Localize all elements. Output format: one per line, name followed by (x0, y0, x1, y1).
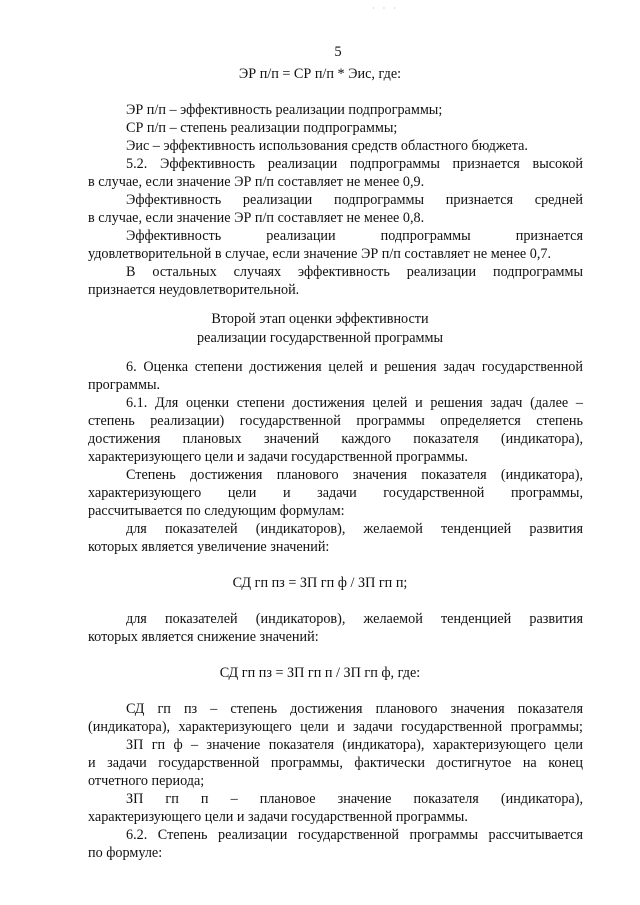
paragraph-6-line-1: 6. Оценка степени достижения целей и решения задач государственной (126, 359, 583, 375)
definition-eis: Эис – эффективность использования средств областного бюджета. (126, 138, 528, 154)
formula-increase: СД гп пз = ЗП гп ф / ЗП гп п; (232, 575, 408, 591)
paragraph-increase-line-2: которых является увеличение значений: (88, 539, 330, 555)
section-heading-line-2: реализации государственной программы (196, 330, 444, 346)
paragraph-6-line-2: программы. (88, 377, 161, 393)
definition-zp-f-line-1: ЗП гп ф – значение показателя (индикатора), характеризующего цели (126, 737, 583, 753)
definition-zp-f-line-3: отчетного периода; (88, 773, 205, 789)
definition-sd-line-1: СД гп пз – степень достижения планового значения показателя (126, 701, 583, 717)
paragraph-5-2-line-2: в случае, если значение ЭР п/п составляет не менее 0,9. (88, 174, 425, 190)
paragraph-6-1-line-1: 6.1. Для оценки степени достижения целей и решения задач (далее – (126, 395, 583, 411)
paragraph-degree-line-3: рассчитывается по следующим формулам: (88, 503, 345, 519)
paragraph-degree-line-2: характеризующего цели и задачи государственной программы, (88, 485, 583, 501)
paragraph-satisfactory-line-1: Эффективность реализации подпрограммы признается (126, 228, 583, 244)
paragraph-medium-line-1: Эффективность реализации подпрограммы признается средней (126, 192, 583, 208)
paragraph-other-line-1: В остальных случаях эффективность реализации подпрограммы (126, 264, 583, 280)
paragraph-increase-line-1: для показателей (индикаторов), желаемой тенденцией развития (126, 521, 583, 537)
paragraph-degree-line-1: Степень достижения планового значения показателя (индикатора), (126, 467, 583, 483)
definition-er: ЭР п/п – эффективность реализации подпрограммы; (126, 102, 443, 118)
paragraph-other-line-2: признается неудовлетворительной. (88, 282, 300, 298)
formula-decrease: СД гп пз = ЗП гп п / ЗП гп ф, где: (219, 665, 421, 681)
definition-sr: СР п/п – степень реализации подпрограммы; (126, 120, 398, 136)
paragraph-satisfactory-line-2: удовлетворительной в случае, если значение ЭР п/п составляет не менее 0,7. (88, 246, 552, 262)
paragraph-5-2-line-1: 5.2. Эффективность реализации подпрограммы признается высокой (126, 156, 583, 172)
definition-zp-p-line-2: характеризующего цели и задачи государственной программы. (88, 809, 468, 825)
section-heading-line-1: Второй этап оценки эффективности (211, 311, 429, 327)
definition-zp-p-line-1: ЗП гп п – плановое значение показателя (индикатора), (126, 791, 583, 807)
scan-artifact: · · · (372, 4, 399, 13)
paragraph-medium-line-2: в случае, если значение ЭР п/п составляет не менее 0,8. (88, 210, 425, 226)
paragraph-6-1-line-2: степень реализации) государственной программы определяется степень (88, 413, 583, 429)
definition-sd-line-2: (индикатора), характеризующего цели и задачи государственной программы; (88, 719, 583, 735)
paragraph-decrease-line-2: которых является снижение значений: (88, 629, 319, 645)
paragraph-decrease-line-1: для показателей (индикаторов), желаемой тенденцией развития (126, 611, 583, 627)
definition-zp-f-line-2: и задачи государственной программы, фактически достигнутое на конец (88, 755, 583, 771)
paragraph-6-2-line-1: 6.2. Степень реализации государственной программы рассчитывается (126, 827, 583, 843)
formula-er: ЭР п/п = СР п/п * Эис, где: (238, 66, 402, 82)
page-number: 5 (334, 44, 342, 60)
paragraph-6-2-line-2: по формуле: (88, 845, 163, 861)
paragraph-6-1-line-4: характеризующего цели и задачи государственной программы. (88, 449, 468, 465)
paragraph-6-1-line-3: достижения плановых значений каждого показателя (индикатора), (88, 431, 583, 447)
